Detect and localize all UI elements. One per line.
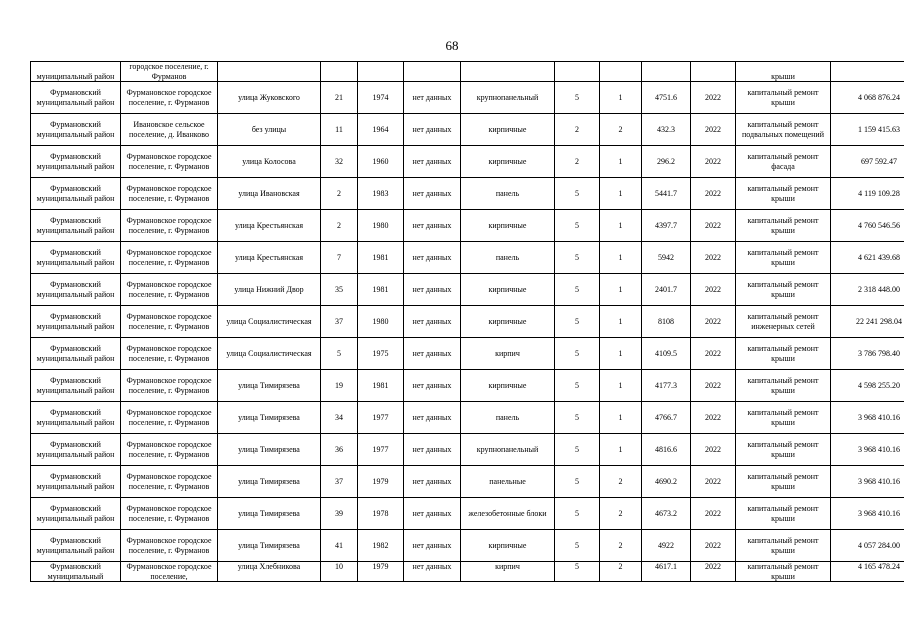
- cell-empty: [461, 62, 555, 82]
- cell-district: Фурмановский муниципальный район: [31, 370, 121, 402]
- table-row: [31, 466, 904, 498]
- cell-empty: [555, 62, 600, 82]
- cell-settlement: Фурмановское городское поселение, г. Фурманов: [121, 434, 218, 466]
- cell-street: улица Хлебникова: [218, 562, 321, 582]
- cell-settlement: Фурмановское городское поселение, г. Фурманов: [121, 178, 218, 210]
- cell-wall-material: панель: [461, 242, 555, 274]
- cell-empty: [218, 62, 321, 82]
- table-row: [31, 146, 904, 178]
- cell-street: улица Социалистическая: [218, 306, 321, 338]
- cell-area: 4766.7: [642, 402, 691, 434]
- cell-district: Фурмановский муниципальный район: [31, 434, 121, 466]
- cell-area: 4397.7: [642, 210, 691, 242]
- cell-settlement: Фурмановское городское поселение, г. Фурманов: [121, 530, 218, 562]
- cell-district: Фурмановский муниципальный район: [31, 338, 121, 370]
- cell-work-type: капитальный ремонт крыши: [736, 178, 831, 210]
- cell-work-type: капитальный ремонт крыши: [736, 242, 831, 274]
- cell-area: 4617.1: [642, 562, 691, 582]
- cell-cost: 4 621 439.68: [831, 242, 904, 274]
- cell-entrances: 1: [600, 210, 642, 242]
- cell-entrances: 1: [600, 178, 642, 210]
- cell-street: улица Тимирязева: [218, 434, 321, 466]
- cell-cost: 697 592.47: [831, 146, 904, 178]
- cell-area: 4751.6: [642, 82, 691, 114]
- cell-house-number: 10: [321, 562, 358, 582]
- cell-plan-year: 2022: [691, 114, 736, 146]
- cell-house-number: 41: [321, 530, 358, 562]
- cell-plan-year: 2022: [691, 338, 736, 370]
- cell-build-year: 1964: [358, 114, 404, 146]
- cell-area: 8108: [642, 306, 691, 338]
- cell-district: Фурмановский муниципальный район: [31, 82, 121, 114]
- cell-extra-info: нет данных: [404, 306, 461, 338]
- table-row: [31, 370, 904, 402]
- cell-settlement: Фурмановское городское поселение, г. Фурманов: [121, 370, 218, 402]
- cell-settlement: Фурмановское городское поселение, г. Фурманов: [121, 210, 218, 242]
- cell-settlement: Фурмановское городское поселение, г. Фурманов: [121, 274, 218, 306]
- cell-entrances: 1: [600, 370, 642, 402]
- cell-entrances: 2: [600, 466, 642, 498]
- cell-house-number: 2: [321, 210, 358, 242]
- cell-house-number: 34: [321, 402, 358, 434]
- cell-floors: 5: [555, 530, 600, 562]
- cell-plan-year: 2022: [691, 434, 736, 466]
- cell-work-type: капитальный ремонт инженерных сетей: [736, 306, 831, 338]
- cell-extra-info: нет данных: [404, 466, 461, 498]
- cell-build-year: 1977: [358, 402, 404, 434]
- cell-settlement: Фурмановское городское поселение, г. Фурманов: [121, 306, 218, 338]
- cell-build-year: 1979: [358, 562, 404, 582]
- cell-entrances: 2: [600, 114, 642, 146]
- cell-wall-material: кирпичные: [461, 114, 555, 146]
- cell-work-type: капитальный ремонт крыши: [736, 370, 831, 402]
- table-row: [31, 306, 904, 338]
- cell-plan-year: 2022: [691, 274, 736, 306]
- cell-street: улица Социалистическая: [218, 338, 321, 370]
- cell-plan-year: 2022: [691, 146, 736, 178]
- cell-entrances: 2: [600, 530, 642, 562]
- cell-area: 2401.7: [642, 274, 691, 306]
- table-row: [31, 530, 904, 562]
- cell-work-type: капитальный ремонт крыши: [736, 562, 831, 582]
- cell-entrances: 1: [600, 434, 642, 466]
- cell-work-type: капитальный ремонт крыши: [736, 434, 831, 466]
- cell-settlement: городское поселение, г. Фурманов: [121, 62, 218, 82]
- cell-cost: 1 159 415.63: [831, 114, 904, 146]
- cell-plan-year: 2022: [691, 402, 736, 434]
- page-number: 68: [445, 38, 459, 53]
- cell-district: Фурмановский муниципальный: [31, 562, 121, 582]
- cell-street: улица Тимирязева: [218, 466, 321, 498]
- cell-build-year: 1975: [358, 338, 404, 370]
- cell-extra-info: нет данных: [404, 562, 461, 582]
- cell-work-type: капитальный ремонт фасада: [736, 146, 831, 178]
- cell-settlement: Фурмановское городское поселение,: [121, 562, 218, 582]
- cell-house-number: 37: [321, 466, 358, 498]
- cell-floors: 2: [555, 114, 600, 146]
- cell-plan-year: 2022: [691, 210, 736, 242]
- cell-cost: 4 760 546.56: [831, 210, 904, 242]
- cell-entrances: 1: [600, 146, 642, 178]
- cell-empty: [691, 62, 736, 82]
- table-row: [31, 178, 904, 210]
- cell-wall-material: панель: [461, 178, 555, 210]
- cell-cost: 3 968 410.16: [831, 466, 904, 498]
- cell-house-number: 36: [321, 434, 358, 466]
- cell-work-type: капитальный ремонт крыши: [736, 466, 831, 498]
- cell-floors: 5: [555, 370, 600, 402]
- cell-area: 5441.7: [642, 178, 691, 210]
- cell-area: 4816.6: [642, 434, 691, 466]
- cell-house-number: 5: [321, 338, 358, 370]
- cell-cost: 4 598 255.20: [831, 370, 904, 402]
- cell-plan-year: 2022: [691, 530, 736, 562]
- cell-extra-info: нет данных: [404, 530, 461, 562]
- cell-wall-material: крупнопанельный: [461, 82, 555, 114]
- cell-street: без улицы: [218, 114, 321, 146]
- cell-street: улица Тимирязева: [218, 402, 321, 434]
- cell-area: 4673.2: [642, 498, 691, 530]
- cell-district: Фурмановский муниципальный район: [31, 466, 121, 498]
- table-row: [31, 274, 904, 306]
- cell-extra-info: нет данных: [404, 242, 461, 274]
- cell-wall-material: панельные: [461, 466, 555, 498]
- cell-house-number: 37: [321, 306, 358, 338]
- cell-build-year: 1981: [358, 242, 404, 274]
- cell-extra-info: нет данных: [404, 402, 461, 434]
- cell-build-year: 1980: [358, 306, 404, 338]
- cell-work-type: капитальный ремонт крыши: [736, 338, 831, 370]
- cell-entrances: 1: [600, 338, 642, 370]
- cell-cost: 22 241 298.04: [831, 306, 904, 338]
- cell-street: улица Ивановская: [218, 178, 321, 210]
- cell-cost: 4 068 876.24: [831, 82, 904, 114]
- cell-district: Фурмановский муниципальный район: [31, 402, 121, 434]
- cell-build-year: 1983: [358, 178, 404, 210]
- cell-entrances: 1: [600, 242, 642, 274]
- cell-settlement: Фурмановское городское поселение, г. Фурманов: [121, 338, 218, 370]
- table-row: [31, 498, 904, 530]
- cell-extra-info: нет данных: [404, 82, 461, 114]
- table-row: [31, 82, 904, 114]
- cell-house-number: 19: [321, 370, 358, 402]
- cell-work-type: капитальный ремонт крыши: [736, 210, 831, 242]
- cell-floors: 5: [555, 178, 600, 210]
- cell-empty: [600, 62, 642, 82]
- cell-house-number: 32: [321, 146, 358, 178]
- cell-floors: 5: [555, 402, 600, 434]
- cell-settlement: Фурмановское городское поселение, г. Фурманов: [121, 402, 218, 434]
- cell-build-year: 1978: [358, 498, 404, 530]
- cell-district: Фурмановский муниципальный район: [31, 530, 121, 562]
- cell-extra-info: нет данных: [404, 370, 461, 402]
- table-row: [31, 434, 904, 466]
- cell-empty: [404, 62, 461, 82]
- cell-street: улица Крестьянская: [218, 242, 321, 274]
- cell-empty: [321, 62, 358, 82]
- cell-empty: [358, 62, 404, 82]
- cell-floors: 5: [555, 242, 600, 274]
- cell-cost: 4 165 478.24: [831, 562, 904, 582]
- cell-street: улица Тимирязева: [218, 370, 321, 402]
- cell-work-type: капитальный ремонт крыши: [736, 530, 831, 562]
- cell-plan-year: 2022: [691, 178, 736, 210]
- cell-area: 5942: [642, 242, 691, 274]
- cell-extra-info: нет данных: [404, 146, 461, 178]
- cell-build-year: 1960: [358, 146, 404, 178]
- cell-house-number: 35: [321, 274, 358, 306]
- cell-build-year: 1981: [358, 274, 404, 306]
- cell-work-type: капитальный ремонт крыши: [736, 498, 831, 530]
- table-row-fragment-bottom: [31, 562, 904, 582]
- cell-work-type: капитальный ремонт крыши: [736, 274, 831, 306]
- cell-plan-year: 2022: [691, 242, 736, 274]
- cell-street: улица Тимирязева: [218, 498, 321, 530]
- table-row: [31, 242, 904, 274]
- register-table: [30, 61, 904, 582]
- cell-plan-year: 2022: [691, 498, 736, 530]
- cell-wall-material: кирпичные: [461, 274, 555, 306]
- cell-entrances: 2: [600, 498, 642, 530]
- cell-street: улица Колосова: [218, 146, 321, 178]
- cell-district: Фурмановский муниципальный район: [31, 178, 121, 210]
- cell-wall-material: кирпичные: [461, 370, 555, 402]
- cell-extra-info: нет данных: [404, 178, 461, 210]
- cell-floors: 5: [555, 562, 600, 582]
- cell-wall-material: кирпичные: [461, 530, 555, 562]
- cell-build-year: 1981: [358, 370, 404, 402]
- cell-cost: 4 119 109.28: [831, 178, 904, 210]
- cell-empty: [642, 62, 691, 82]
- cell-build-year: 1977: [358, 434, 404, 466]
- cell-house-number: 39: [321, 498, 358, 530]
- cell-area: 4177.3: [642, 370, 691, 402]
- cell-cost: 4 057 284.00: [831, 530, 904, 562]
- cell-floors: 5: [555, 338, 600, 370]
- cell-district: Фурмановский муниципальный район: [31, 210, 121, 242]
- cell-street: улица Крестьянская: [218, 210, 321, 242]
- cell-build-year: 1980: [358, 210, 404, 242]
- cell-plan-year: 2022: [691, 466, 736, 498]
- cell-entrances: 1: [600, 274, 642, 306]
- table-row: [31, 402, 904, 434]
- cell-area: 432.3: [642, 114, 691, 146]
- cell-house-number: 11: [321, 114, 358, 146]
- cell-wall-material: кирпичные: [461, 210, 555, 242]
- cell-wall-material: кирпич: [461, 562, 555, 582]
- cell-house-number: 2: [321, 178, 358, 210]
- cell-extra-info: нет данных: [404, 274, 461, 306]
- cell-work-type: капитальный ремонт крыши: [736, 82, 831, 114]
- cell-plan-year: 2022: [691, 562, 736, 582]
- cell-extra-info: нет данных: [404, 498, 461, 530]
- cell-district: Фурмановский муниципальный район: [31, 146, 121, 178]
- table-row-fragment-top: [31, 62, 904, 82]
- cell-entrances: 1: [600, 402, 642, 434]
- cell-floors: 5: [555, 274, 600, 306]
- cell-empty: [831, 62, 904, 82]
- cell-area: 4109.5: [642, 338, 691, 370]
- cell-floors: 2: [555, 146, 600, 178]
- cell-plan-year: 2022: [691, 370, 736, 402]
- cell-floors: 5: [555, 498, 600, 530]
- cell-floors: 5: [555, 82, 600, 114]
- cell-floors: 5: [555, 466, 600, 498]
- cell-extra-info: нет данных: [404, 114, 461, 146]
- cell-district: Фурмановский муниципальный район: [31, 114, 121, 146]
- cell-district: Фурмановский муниципальный район: [31, 242, 121, 274]
- cell-cost: 3 968 410.16: [831, 498, 904, 530]
- cell-wall-material: кирпичные: [461, 146, 555, 178]
- cell-work-type: капитальный ремонт подвальных помещений: [736, 114, 831, 146]
- cell-entrances: 2: [600, 562, 642, 582]
- cell-floors: 5: [555, 306, 600, 338]
- cell-street: улица Тимирязева: [218, 530, 321, 562]
- cell-house-number: 21: [321, 82, 358, 114]
- cell-extra-info: нет данных: [404, 210, 461, 242]
- cell-entrances: 1: [600, 82, 642, 114]
- cell-work: крыши: [736, 62, 831, 82]
- cell-district: муниципальный район: [31, 62, 121, 82]
- cell-settlement: Ивановское сельское поселение, д. Иванково: [121, 114, 218, 146]
- cell-wall-material: панель: [461, 402, 555, 434]
- table-row: [31, 338, 904, 370]
- cell-settlement: Фурмановское городское поселение, г. Фурманов: [121, 242, 218, 274]
- cell-cost: 3 968 410.16: [831, 402, 904, 434]
- cell-cost: 2 318 448.00: [831, 274, 904, 306]
- cell-build-year: 1974: [358, 82, 404, 114]
- cell-cost: 3 786 798.40: [831, 338, 904, 370]
- cell-work-type: капитальный ремонт крыши: [736, 402, 831, 434]
- cell-plan-year: 2022: [691, 306, 736, 338]
- cell-entrances: 1: [600, 306, 642, 338]
- cell-wall-material: железобетонные блоки: [461, 498, 555, 530]
- cell-district: Фурмановский муниципальный район: [31, 306, 121, 338]
- cell-plan-year: 2022: [691, 82, 736, 114]
- cell-extra-info: нет данных: [404, 434, 461, 466]
- cell-build-year: 1982: [358, 530, 404, 562]
- cell-settlement: Фурмановское городское поселение, г. Фурманов: [121, 498, 218, 530]
- cell-district: Фурмановский муниципальный район: [31, 274, 121, 306]
- cell-extra-info: нет данных: [404, 338, 461, 370]
- table-row: [31, 114, 904, 146]
- cell-settlement: Фурмановское городское поселение, г. Фурманов: [121, 82, 218, 114]
- cell-area: 296.2: [642, 146, 691, 178]
- cell-cost: 3 968 410.16: [831, 434, 904, 466]
- cell-build-year: 1979: [358, 466, 404, 498]
- cell-district: Фурмановский муниципальный район: [31, 498, 121, 530]
- table-body: [31, 62, 904, 582]
- cell-settlement: Фурмановское городское поселение, г. Фурманов: [121, 146, 218, 178]
- cell-street: улица Жуковского: [218, 82, 321, 114]
- cell-wall-material: кирпич: [461, 338, 555, 370]
- cell-area: 4690.2: [642, 466, 691, 498]
- cell-area: 4922: [642, 530, 691, 562]
- cell-settlement: Фурмановское городское поселение, г. Фурманов: [121, 466, 218, 498]
- cell-street: улица Нижний Двор: [218, 274, 321, 306]
- cell-wall-material: кирпичные: [461, 306, 555, 338]
- table-row: [31, 210, 904, 242]
- cell-floors: 5: [555, 210, 600, 242]
- cell-wall-material: крупнопанельный: [461, 434, 555, 466]
- cell-house-number: 7: [321, 242, 358, 274]
- cell-floors: 5: [555, 434, 600, 466]
